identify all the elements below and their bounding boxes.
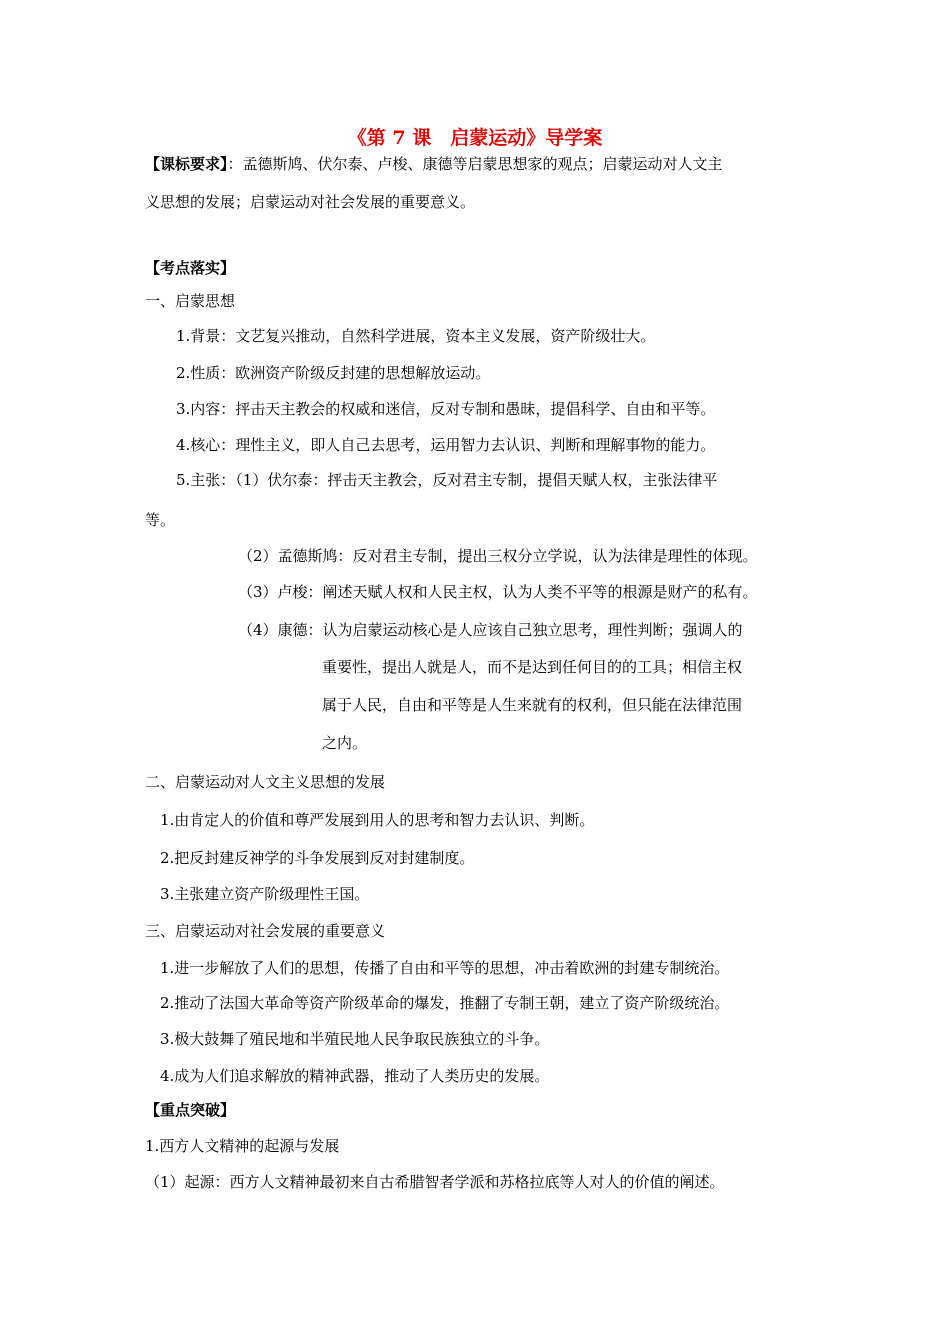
zhongdian-item-2: （1）起源：西方人文精神最初来自古希腊智者学派和苏格拉底等人对人的价值的阐述。 xyxy=(145,1173,725,1191)
standard-text-1: ：孟德斯鸠、伏尔泰、卢梭、康德等启蒙思想家的观点；启蒙运动对人文主 xyxy=(227,155,723,173)
s2-item-2: 2.把反封建反神学的斗争发展到反对封建制度。 xyxy=(160,849,475,867)
s3-item-2: 2.推动了法国大革命等资产阶级革命的爆发，推翻了专制王朝，建立了资产阶级统治。 xyxy=(160,994,730,1012)
section-1-title: 一、启蒙思想 xyxy=(145,292,236,310)
standard-line-1 xyxy=(145,154,723,174)
s1-item-1: 1.背景：文艺复兴推动，自然科学进展，资本主义发展，资产阶级壮大。 xyxy=(176,327,656,345)
s1-item-5-cont: 等。 xyxy=(145,511,176,529)
s1-point-4: （4）康德：认为启蒙运动核心是人应该自己独立思考，理性判断；强调人的 xyxy=(238,621,743,639)
section-2-title: 二、启蒙运动对人文主义思想的发展 xyxy=(145,773,386,791)
standard-line-2: 义思想的发展；启蒙运动对社会发展的重要意义。 xyxy=(145,193,476,211)
s3-item-1: 1.进一步解放了人们的思想，传播了自由和平等的思想，冲击着欧洲的封建专制统治。 xyxy=(160,959,730,977)
standard-label: 【课标要求】 xyxy=(145,155,228,173)
s1-item-3: 3.内容：抨击天主教会的权威和迷信，反对专制和愚昧，提倡科学、自由和平等。 xyxy=(176,400,716,418)
s2-item-3: 3.主张建立资产阶级理性王国。 xyxy=(160,885,370,903)
s1-point-4-cont-1: 重要性，提出人就是人，而不是达到任何目的的工具；相信主权 xyxy=(322,658,743,676)
s1-point-2: （2）孟德斯鸠：反对君主专制，提出三权分立学说，认为法律是理性的体现。 xyxy=(238,547,758,565)
kaodian-heading: 【考点落实】 xyxy=(145,259,236,277)
page-title: 《第 7 课 启蒙运动》导学案 xyxy=(347,127,603,149)
section-3-title: 三、启蒙运动对社会发展的重要意义 xyxy=(145,922,386,940)
zhongdian-item-1: 1.西方人文精神的起源与发展 xyxy=(145,1137,340,1155)
s1-point-3: （3）卢梭：阐述天赋人权和人民主权，认为人类不平等的根源是财产的私有。 xyxy=(238,583,758,601)
s3-item-3: 3.极大鼓舞了殖民地和半殖民地人民争取民族独立的斗争。 xyxy=(160,1030,550,1048)
s1-item-5: 5.主张：（1）伏尔泰：抨击天主教会，反对君主专制，提倡天赋人权，主张法律平 xyxy=(176,471,718,489)
s1-item-2: 2.性质：欧洲资产阶级反封建的思想解放运动。 xyxy=(176,364,491,382)
s1-item-4: 4.核心：理性主义，即人自己去思考，运用智力去认识、判断和理解事物的能力。 xyxy=(176,436,716,454)
s3-item-4: 4.成为人们追求解放的精神武器，推动了人类历史的发展。 xyxy=(160,1067,550,1085)
zhongdian-heading: 【重点突破】 xyxy=(145,1101,236,1119)
s1-point-4-cont-3: 之内。 xyxy=(322,734,368,752)
s2-item-1: 1.由肯定人的价值和尊严发展到用人的思考和智力去认识、判断。 xyxy=(160,811,595,829)
s1-point-4-cont-2: 属于人民，自由和平等是人生来就有的权利，但只能在法律范围 xyxy=(322,696,743,714)
